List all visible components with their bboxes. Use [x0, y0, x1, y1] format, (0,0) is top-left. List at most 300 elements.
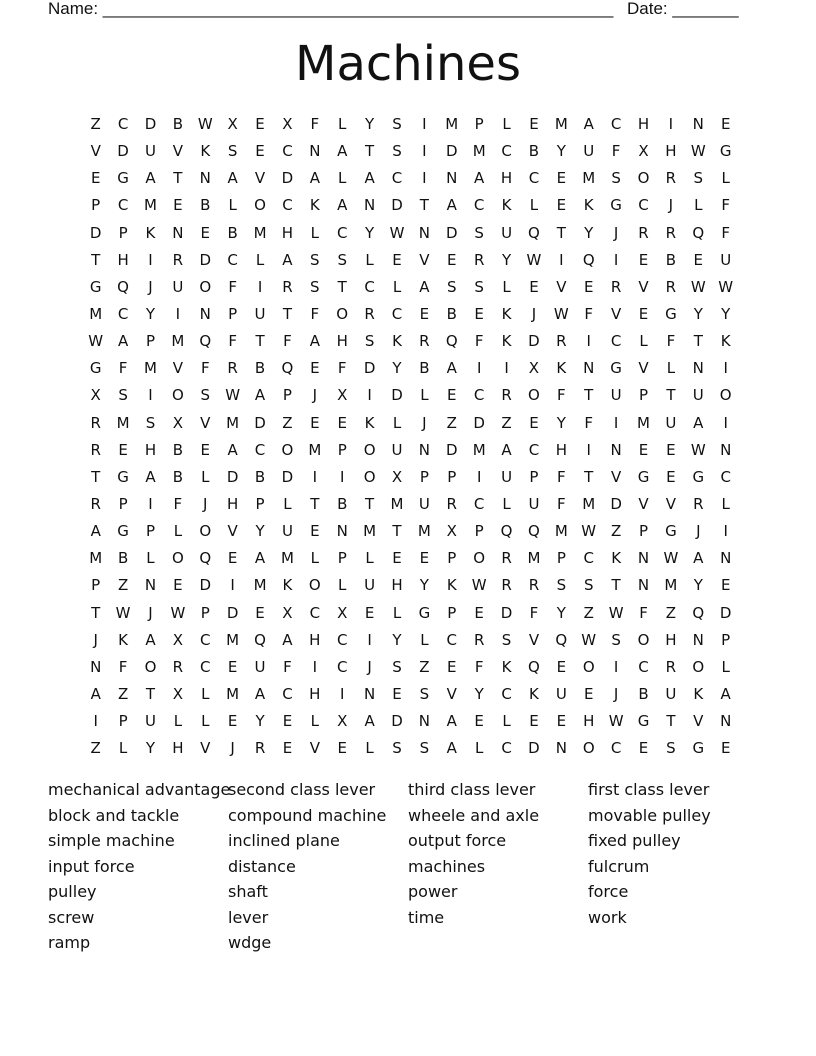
grid-letter: W — [608, 712, 624, 731]
grid-letter: K — [309, 196, 320, 215]
grid-letter: M — [637, 413, 650, 432]
grid-letter: B — [528, 142, 540, 161]
grid-letter: H — [227, 494, 239, 513]
grid-letter: I — [586, 440, 591, 459]
grid-letter: E — [227, 657, 238, 676]
grid-letter: P — [145, 522, 155, 541]
grid-letter: D — [500, 603, 513, 622]
grid-letter: U — [555, 684, 567, 703]
grid-letter: C — [501, 142, 512, 161]
grid-letter: E — [638, 440, 649, 459]
grid-letter: N — [418, 440, 430, 459]
grid-row — [82, 355, 740, 382]
grid-letter: J — [696, 522, 701, 541]
grid-letter: L — [255, 250, 265, 269]
grid-letter: K — [392, 332, 402, 351]
grid-letter: M — [308, 440, 322, 459]
grid-letter: W — [663, 549, 679, 568]
grid-letter: K — [693, 684, 704, 703]
grid-letter: Y — [255, 712, 265, 731]
grid-letter: F — [639, 603, 648, 622]
grid-letter: E — [447, 386, 457, 405]
grid-letter: U — [665, 413, 677, 432]
grid-letter: K — [200, 142, 211, 161]
grid-row — [82, 247, 740, 274]
grid-letter: E — [474, 603, 484, 622]
grid-letter: A — [145, 467, 156, 486]
grid-letter: J — [613, 684, 619, 703]
grid-letter: L — [118, 739, 128, 758]
grid-letter: L — [310, 549, 319, 568]
grid-letter: O — [308, 576, 321, 595]
grid-letter: Y — [474, 684, 484, 703]
grid-letter: T — [365, 494, 375, 513]
grid-letter: M — [226, 413, 240, 432]
grid-letter: N — [692, 630, 704, 649]
grid-row — [82, 410, 740, 437]
grid-letter: S — [556, 576, 567, 595]
grid-letter: A — [446, 359, 457, 378]
grid-letter: W — [581, 630, 597, 649]
grid-letter: N — [583, 359, 595, 378]
grid-letter: H — [336, 332, 348, 351]
grid-letter: Y — [556, 413, 566, 432]
grid-letter: I — [723, 522, 728, 541]
grid-letter: C — [117, 304, 129, 323]
word-bank-item: force — [588, 882, 629, 901]
grid-letter: O — [637, 630, 650, 649]
grid-letter: X — [337, 712, 348, 731]
grid-letter: L — [529, 196, 539, 215]
grid-letter: V — [200, 413, 211, 432]
grid-letter: D — [445, 440, 458, 459]
grid-letter: S — [145, 413, 156, 432]
grid-letter: W — [170, 603, 186, 622]
grid-row — [82, 627, 740, 654]
grid-letter: J — [148, 277, 153, 296]
grid-letter: I — [613, 657, 619, 676]
grid-letter: R — [665, 657, 677, 676]
grid-letter: V — [172, 142, 183, 161]
grid-row — [82, 165, 740, 192]
grid-letter: R — [254, 739, 266, 758]
grid-letter: U — [418, 494, 430, 513]
grid-letter: J — [93, 630, 98, 649]
grid-letter: C — [200, 657, 211, 676]
grid-letter: X — [391, 467, 403, 486]
grid-letter: M — [144, 196, 157, 215]
grid-letter: F — [283, 332, 292, 351]
grid-letter: G — [117, 522, 129, 541]
grid-letter: D — [89, 223, 102, 242]
grid-row — [82, 708, 740, 735]
grid-letter: Y — [365, 115, 375, 133]
grid-letter: E — [419, 304, 430, 323]
grid-letter: K — [556, 359, 567, 378]
grid-letter: F — [337, 359, 347, 378]
grid-row — [82, 111, 740, 138]
grid-letter: P — [419, 467, 429, 486]
grid-letter: L — [502, 115, 511, 133]
grid-letter: F — [118, 657, 128, 676]
grid-letter: H — [309, 684, 321, 703]
grid-letter: V — [200, 739, 211, 758]
grid-letter: G — [418, 603, 431, 622]
grid-letter: V — [446, 684, 457, 703]
grid-letter: N — [199, 304, 211, 323]
grid-letter: A — [693, 549, 704, 568]
grid-letter: G — [610, 196, 622, 215]
grid-letter: Z — [419, 657, 430, 676]
grid-letter: D — [363, 359, 376, 378]
grid-letter: A — [446, 739, 457, 758]
grid-letter: V — [528, 630, 540, 649]
grid-letter: L — [310, 223, 319, 242]
grid-letter: P — [118, 494, 128, 513]
grid-letter: I — [422, 169, 427, 188]
word-bank-item: input force — [48, 856, 135, 876]
grid-letter: T — [173, 169, 183, 188]
grid-letter: Q — [445, 332, 458, 351]
grid-letter: M — [390, 494, 404, 513]
grid-letter: Y — [419, 576, 429, 595]
grid-letter: H — [500, 169, 513, 188]
grid-letter: N — [418, 223, 430, 242]
grid-letter: N — [336, 522, 348, 541]
grid-letter: N — [446, 169, 458, 188]
grid-letter: I — [504, 359, 509, 378]
grid-letter: W — [690, 142, 706, 161]
grid-letter: E — [720, 576, 731, 595]
grid-letter: C — [254, 440, 266, 459]
grid-letter: Q — [281, 359, 294, 378]
grid-letter: K — [611, 549, 622, 568]
grid-letter: Z — [501, 413, 512, 432]
grid-letter: K — [282, 576, 293, 595]
grid-letter: L — [365, 739, 374, 758]
grid-letter: E — [556, 712, 567, 731]
grid-letter: L — [639, 332, 648, 351]
grid-row — [82, 600, 740, 627]
grid-letter: A — [583, 115, 594, 133]
grid-letter: Y — [556, 603, 566, 622]
grid-letter: V — [638, 359, 649, 378]
grid-letter: I — [93, 712, 98, 731]
grid-letter: S — [392, 115, 402, 133]
word-bank-item: first class lever — [588, 780, 710, 799]
grid-letter: D — [528, 332, 540, 351]
grid-letter: R — [282, 277, 293, 296]
grid-letter: D — [528, 739, 540, 758]
grid-letter: K — [529, 684, 539, 703]
word-bank-item: wdge — [228, 933, 272, 952]
grid-letter: L — [392, 413, 402, 432]
grid-letter: O — [171, 386, 184, 405]
grid-letter: E — [556, 196, 567, 215]
grid-letter: M — [582, 169, 596, 188]
grid-letter: A — [90, 684, 101, 703]
grid-letter: Z — [117, 576, 129, 595]
grid-letter: M — [554, 115, 568, 133]
grid-letter: D — [391, 196, 403, 215]
grid-letter: A — [282, 630, 293, 649]
grid-letter: L — [310, 712, 319, 731]
grid-letter: W — [197, 115, 213, 133]
grid-letter: X — [446, 522, 457, 541]
grid-letter: F — [666, 332, 676, 351]
grid-letter: G — [637, 712, 650, 731]
grid-letter: P — [228, 304, 238, 323]
grid-letter: N — [363, 196, 376, 215]
grid-letter: F — [557, 494, 566, 513]
grid-letter: S — [200, 386, 211, 405]
word-bank — [48, 777, 768, 956]
grid-letter: N — [363, 684, 376, 703]
grid-letter: T — [310, 494, 320, 513]
grid-letter: Y — [392, 630, 402, 649]
grid-letter: E — [720, 115, 731, 133]
grid-letter: M — [363, 522, 377, 541]
word-bank-item: distance — [228, 856, 296, 876]
grid-letter: N — [720, 549, 732, 568]
grid-letter: M — [280, 549, 294, 568]
grid-letter: P — [447, 467, 457, 486]
grid-letter: G — [89, 359, 102, 378]
grid-letter: L — [721, 169, 730, 188]
grid-letter: T — [666, 712, 676, 731]
grid-letter: P — [145, 332, 155, 351]
grid-letter: O — [692, 657, 705, 676]
grid-letter: E — [200, 223, 210, 242]
grid-letter: L — [721, 494, 730, 513]
grid-letter: I — [257, 277, 263, 296]
grid-letter: C — [336, 223, 348, 242]
grid-letter: A — [117, 332, 129, 351]
grid-letter: F — [118, 359, 128, 378]
word-bank-item: third class lever — [408, 780, 536, 799]
grid-letter: A — [309, 332, 320, 351]
grid-letter: R — [610, 277, 622, 296]
grid-letter: U — [501, 467, 513, 486]
grid-letter: N — [692, 359, 704, 378]
grid-letter: P — [638, 522, 649, 541]
grid-letter: R — [419, 332, 430, 351]
grid-letter: Y — [693, 576, 703, 595]
grid-letter: S — [392, 739, 402, 758]
grid-letter: P — [91, 196, 101, 215]
grid-letter: I — [367, 386, 372, 405]
date-line: Date: _______ — [627, 0, 739, 18]
grid-letter: E — [227, 549, 238, 568]
grid-letter: A — [337, 142, 348, 161]
grid-letter: E — [90, 169, 101, 188]
grid-letter: I — [613, 413, 619, 432]
grid-letter: E — [173, 196, 183, 215]
grid-letter: N — [720, 440, 732, 459]
grid-letter: B — [665, 250, 677, 269]
grid-row — [82, 681, 740, 708]
grid-letter: T — [693, 332, 703, 351]
grid-letter: E — [392, 250, 402, 269]
grid-letter: R — [90, 494, 101, 513]
grid-letter: Y — [556, 142, 566, 161]
grid-letter: O — [336, 304, 349, 323]
grid-letter: A — [446, 712, 457, 731]
grid-letter: E — [337, 413, 347, 432]
grid-letter: X — [90, 386, 101, 405]
grid-letter: A — [337, 196, 348, 215]
grid-letter: P — [721, 630, 731, 649]
grid-letter: G — [665, 522, 677, 541]
grid-letter: C — [528, 169, 540, 188]
grid-letter: N — [418, 712, 430, 731]
grid-letter: E — [255, 142, 265, 161]
grid-letter: V — [90, 142, 101, 161]
grid-letter: X — [337, 603, 348, 622]
grid-letter: O — [473, 549, 486, 568]
grid-letter: E — [529, 712, 539, 731]
grid-row — [82, 220, 740, 247]
grid-letter: M — [253, 223, 267, 242]
grid-letter: Y — [145, 739, 156, 758]
grid-row — [82, 382, 740, 409]
grid-letter: N — [692, 115, 704, 133]
grid-letter: D — [445, 223, 458, 242]
grid-letter: L — [146, 549, 155, 568]
grid-letter: E — [255, 115, 265, 133]
grid-letter: R — [665, 277, 677, 296]
grid-letter: M — [89, 304, 103, 323]
grid-letter: L — [365, 250, 374, 269]
grid-letter: F — [721, 223, 730, 242]
grid-letter: M — [472, 142, 486, 161]
grid-letter: A — [282, 250, 293, 269]
grid-letter: X — [337, 386, 348, 405]
grid-letter: W — [88, 332, 104, 351]
grid-letter: I — [668, 115, 674, 133]
grid-letter: G — [692, 739, 705, 758]
grid-letter: T — [91, 467, 101, 486]
grid-row — [82, 437, 740, 464]
grid-letter: I — [613, 250, 619, 269]
grid-letter: H — [583, 712, 595, 731]
grid-letter: C — [446, 630, 458, 649]
grid-letter: C — [610, 332, 622, 351]
grid-letter: W — [553, 304, 569, 323]
grid-letter: K — [145, 223, 156, 242]
worksheet-header — [48, 0, 748, 20]
grid-letter: G — [117, 169, 129, 188]
grid-letter: G — [610, 359, 622, 378]
grid-letter: L — [392, 277, 402, 296]
grid-letter: A — [254, 386, 266, 405]
grid-letter: F — [474, 332, 484, 351]
grid-letter: G — [117, 467, 129, 486]
grid-letter: T — [255, 332, 265, 351]
grid-letter: C — [583, 549, 594, 568]
grid-letter: E — [638, 739, 649, 758]
grid-letter: Y — [584, 223, 594, 242]
grid-letter: Y — [501, 250, 512, 269]
grid-letter: E — [392, 549, 402, 568]
grid-letter: T — [666, 386, 676, 405]
grid-letter: W — [718, 277, 734, 296]
grid-letter: C — [391, 169, 403, 188]
grid-letter: A — [254, 549, 266, 568]
grid-letter: Z — [610, 522, 622, 541]
grid-letter: H — [144, 440, 157, 459]
grid-letter: U — [528, 494, 540, 513]
grid-letter: C — [391, 304, 403, 323]
grid-letter: S — [310, 277, 320, 296]
grid-letter: R — [501, 386, 512, 405]
grid-letter: C — [117, 196, 129, 215]
grid-letter: V — [309, 739, 320, 758]
grid-letter: C — [501, 684, 512, 703]
grid-letter: D — [117, 142, 129, 161]
grid-letter: K — [501, 657, 512, 676]
grid-letter: A — [364, 712, 375, 731]
grid-letter: I — [148, 386, 153, 405]
grid-letter: A — [501, 440, 512, 459]
grid-letter: E — [529, 413, 539, 432]
grid-letter: D — [391, 386, 403, 405]
grid-letter: E — [556, 657, 567, 676]
grid-letter: J — [203, 494, 208, 513]
grid-letter: W — [608, 603, 624, 622]
word-bank-item: simple machine — [48, 831, 175, 850]
grid-letter: S — [392, 142, 402, 161]
grid-letter: E — [474, 712, 484, 731]
grid-letter: T — [337, 277, 347, 296]
grid-letter: Y — [721, 304, 731, 323]
grid-letter: U — [172, 277, 184, 296]
grid-letter: O — [171, 549, 184, 568]
grid-letter: L — [502, 277, 511, 296]
grid-letter: E — [583, 277, 594, 296]
grid-letter: O — [199, 277, 212, 296]
grid-letter: W — [690, 277, 706, 296]
grid-letter: M — [445, 115, 459, 133]
grid-letter: S — [337, 250, 347, 269]
grid-letter: U — [281, 522, 293, 541]
grid-letter: E — [364, 603, 375, 622]
grid-letter: R — [693, 494, 704, 513]
grid-letter: O — [281, 440, 294, 459]
grid-letter: B — [172, 467, 184, 486]
grid-letter: T — [145, 684, 156, 703]
grid-letter: B — [254, 467, 266, 486]
grid-letter: G — [89, 277, 102, 296]
grid-letter: Y — [693, 304, 703, 323]
grid-letter: K — [501, 332, 512, 351]
grid-letter: R — [364, 304, 375, 323]
grid-letter: H — [665, 142, 677, 161]
grid-letter: D — [391, 712, 403, 731]
grid-letter: N — [199, 169, 211, 188]
grid-letter: U — [583, 142, 595, 161]
grid-letter: I — [339, 684, 345, 703]
grid-letter: I — [312, 657, 318, 676]
grid-letter: Q — [199, 549, 212, 568]
grid-letter: F — [228, 277, 237, 296]
grid-letter: U — [501, 223, 513, 242]
grid-letter: E — [337, 739, 347, 758]
grid-row — [82, 192, 740, 219]
grid-letter: E — [638, 304, 649, 323]
grid-row — [82, 735, 740, 762]
grid-letter: S — [310, 250, 320, 269]
